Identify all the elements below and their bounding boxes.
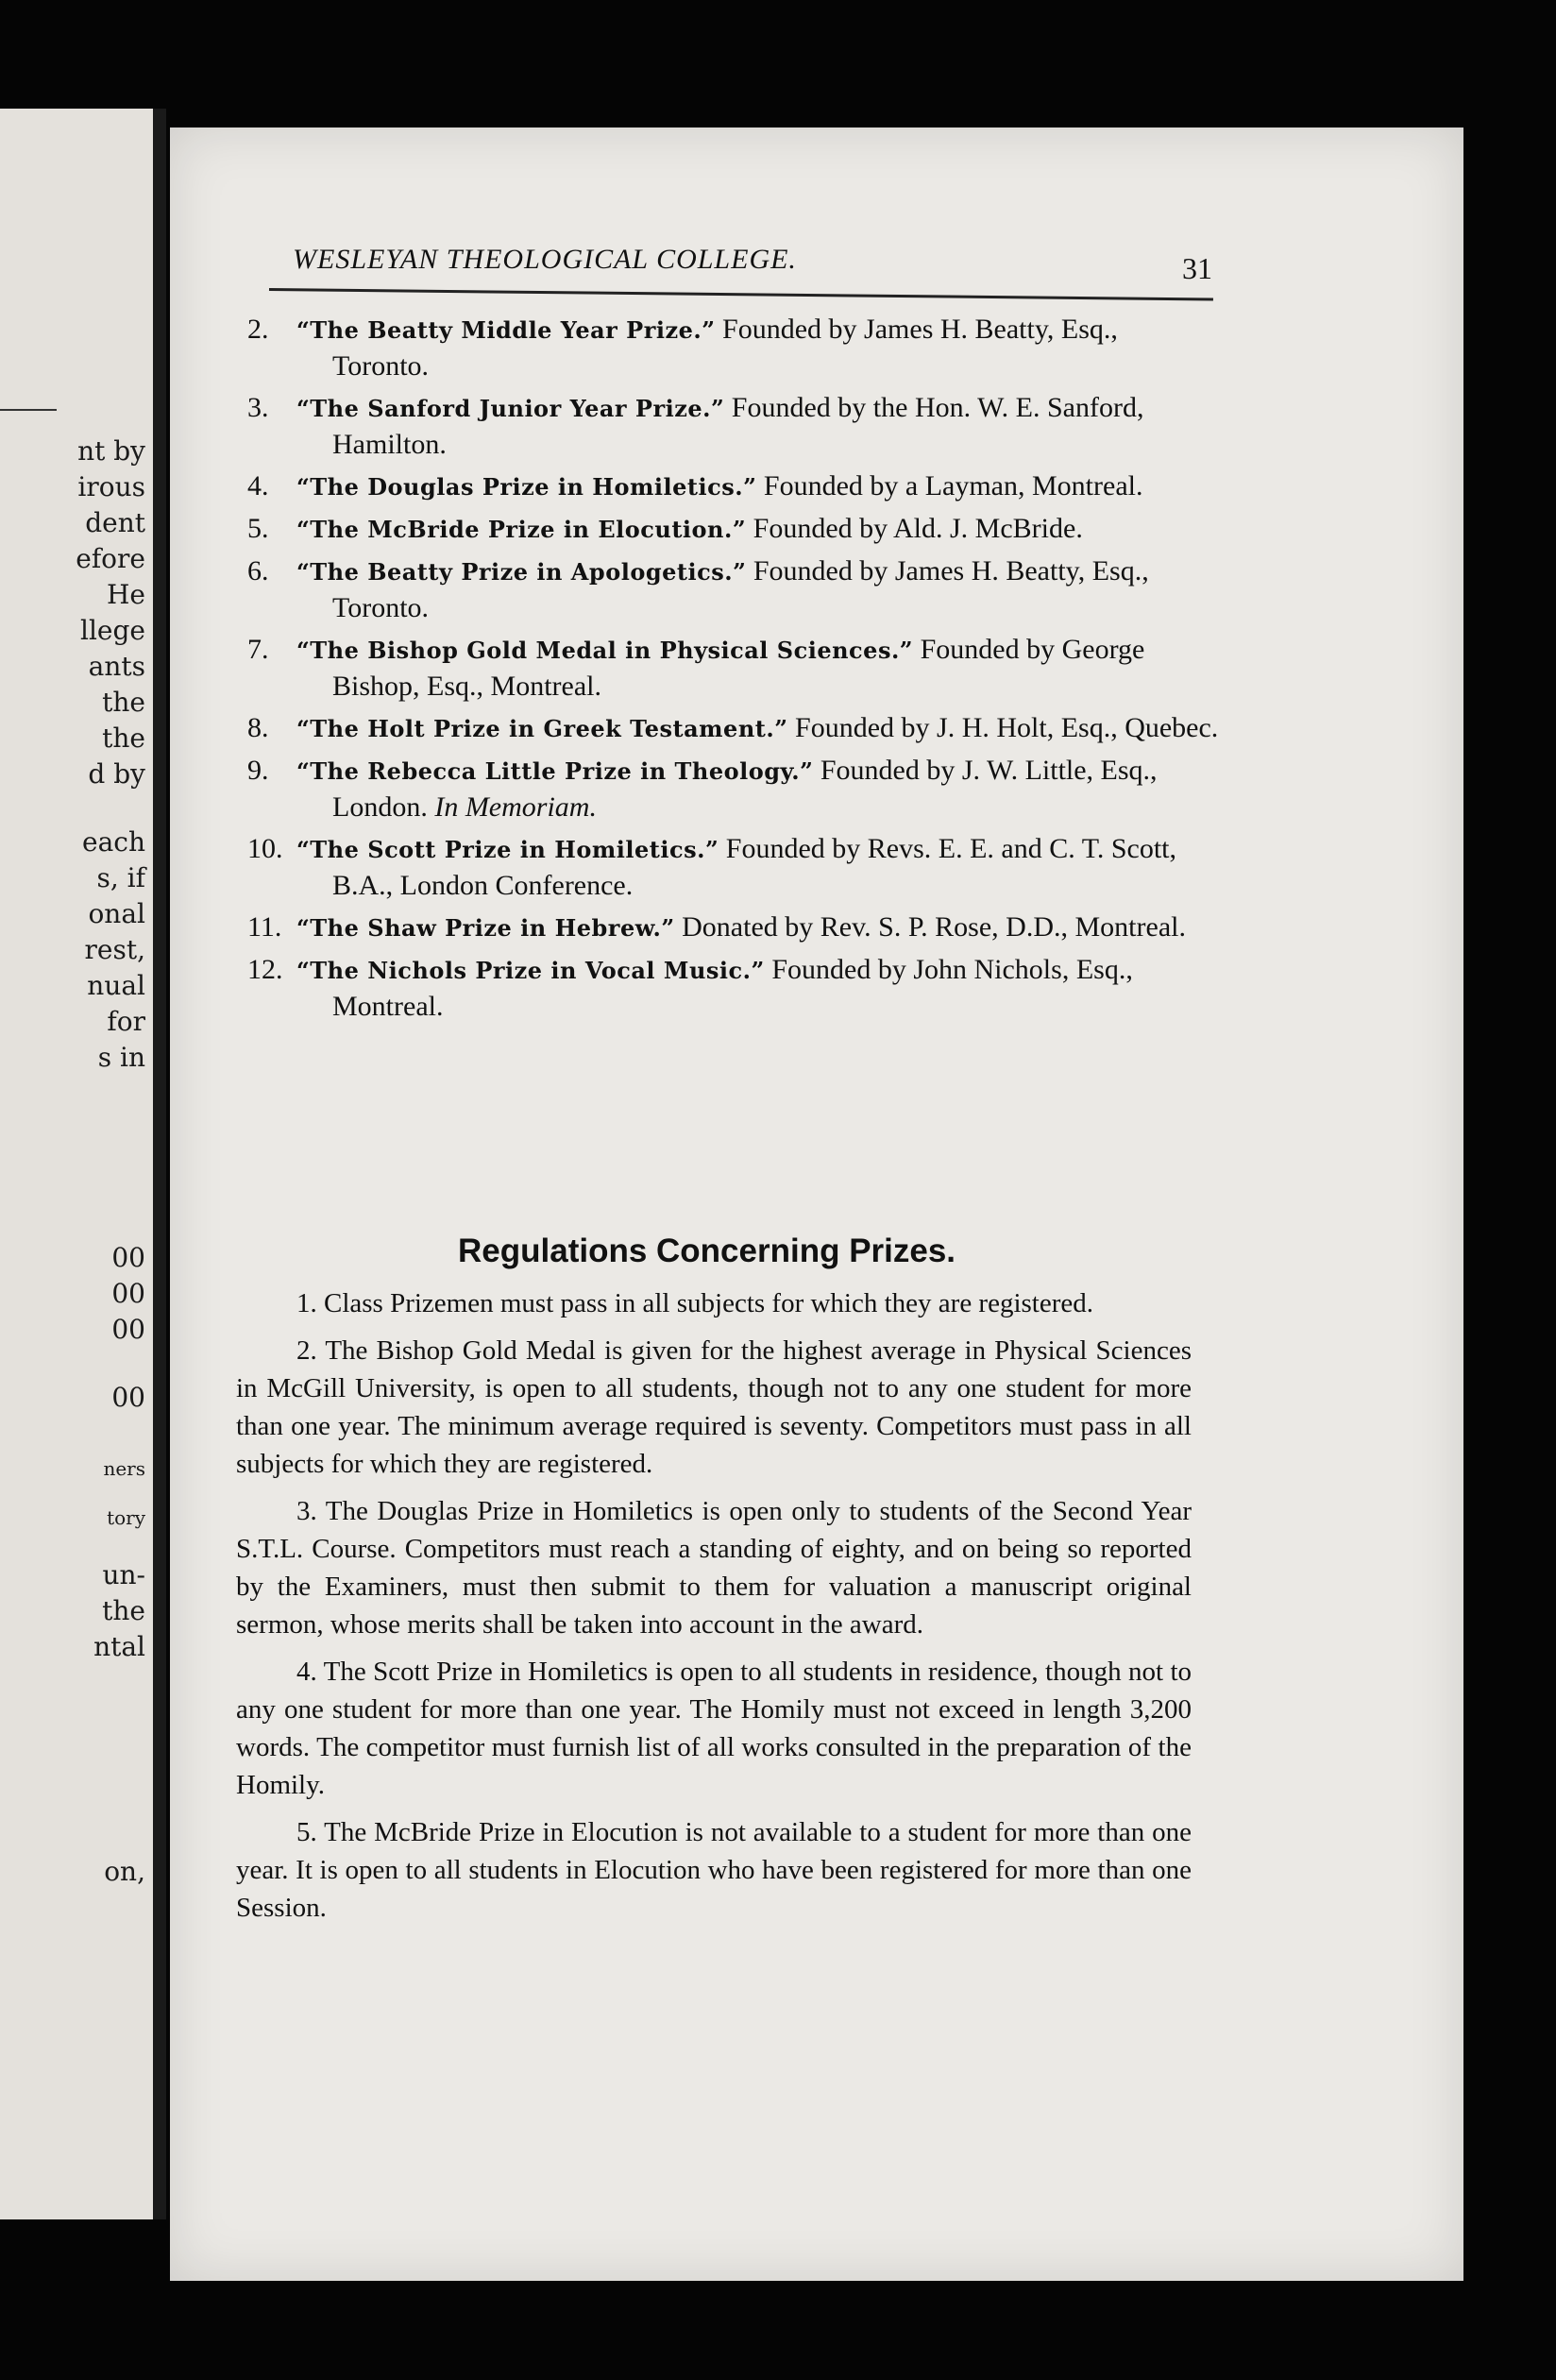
left-text-fragment: s, if bbox=[96, 862, 145, 893]
prize-number: 3. bbox=[247, 392, 269, 423]
left-text-fragment: 00 bbox=[111, 1278, 145, 1309]
prize-title: “The Scott Prize in Homiletics.” bbox=[296, 836, 719, 863]
left-text-fragment: the bbox=[102, 1595, 145, 1626]
left-page-rule bbox=[0, 409, 57, 411]
prize-number: 12. bbox=[247, 954, 283, 985]
prize-number: 8. bbox=[247, 712, 269, 743]
left-text-fragment: nual bbox=[87, 970, 145, 1001]
prize-title: “The Shaw Prize in Hebrew.” bbox=[296, 914, 675, 942]
prize-number: 6. bbox=[247, 555, 269, 586]
prize-memo: In Memoriam. bbox=[434, 791, 597, 823]
prize-number: 10. bbox=[247, 833, 283, 864]
left-text-fragment: nt by bbox=[77, 435, 145, 467]
left-text-fragment: 00 bbox=[111, 1242, 145, 1273]
prize-item bbox=[247, 553, 1220, 626]
running-head: WESLEYAN THEOLOGICAL COLLEGE. bbox=[293, 244, 797, 275]
left-text-fragment: onal bbox=[88, 898, 145, 929]
regulations-heading: Regulations Concerning Prizes. bbox=[458, 1232, 956, 1269]
prize-founder: Founded by J. W. Little, Esq., London. bbox=[332, 755, 1158, 823]
prize-number: 9. bbox=[247, 755, 269, 786]
prize-title: “The Beatty Middle Year Prize.” bbox=[296, 316, 716, 344]
prize-item bbox=[247, 831, 1220, 904]
prize-item bbox=[247, 312, 1220, 384]
left-text-fragment: llege bbox=[80, 615, 145, 646]
prize-founder: Donated by Rev. S. P. Rose, D.D., Montreal. bbox=[674, 911, 1186, 943]
prize-founder: Founded by James H. Beatty, Esq., Toronto. bbox=[332, 555, 1149, 623]
prize-item bbox=[247, 952, 1220, 1025]
regulation-paragraph: 1. Class Prizemen must pass in all subjects for which they are registered. bbox=[296, 1288, 1094, 1318]
regulation-paragraph: 2. The Bishop Gold Medal is given for the highest average in Physical Sciences in McGill University, is open to all students, though not to any one student for more than one year. The minimum average required is seventy. Competitors must pass in all subjects for which they are registered. bbox=[236, 1335, 1192, 1479]
prize-title: “The Douglas Prize in Homiletics.” bbox=[296, 473, 757, 501]
regulation-paragraph: 5. The McBride Prize in Elocution is not available to a student for more than one year. It is open to all students in Elocution who have been registered for more than one Session. bbox=[236, 1817, 1192, 1923]
prize-founder: Founded by Revs. E. E. and C. T. Scott, B.A., London Conference. bbox=[332, 833, 1176, 901]
left-text-fragment: irous bbox=[77, 471, 145, 502]
left-text-fragment: s in bbox=[97, 1042, 145, 1073]
prize-founder: Founded by a Layman, Montreal. bbox=[756, 470, 1143, 502]
prize-title: “The Nichols Prize in Vocal Music.” bbox=[296, 957, 765, 984]
left-text-fragment: each bbox=[82, 826, 145, 858]
prize-number: 5. bbox=[247, 513, 269, 544]
prize-number: 2. bbox=[247, 314, 269, 345]
left-text-fragment: ants bbox=[88, 651, 145, 682]
prize-item bbox=[247, 511, 1220, 548]
left-text-fragment: 00 bbox=[111, 1382, 145, 1413]
left-page-fragment bbox=[0, 109, 166, 2219]
prize-item bbox=[247, 468, 1220, 505]
prize-founder: Founded by the Hon. W. E. Sanford, Hamilton. bbox=[332, 392, 1144, 460]
left-text-fragment: rest, bbox=[84, 934, 145, 965]
left-text-fragment: for bbox=[107, 1006, 145, 1037]
left-text-fragment: on, bbox=[104, 1856, 145, 1887]
prize-founder: Founded by J. H. Holt, Esq., Quebec. bbox=[787, 712, 1219, 743]
left-text-fragment: un- bbox=[102, 1559, 145, 1590]
regulation-paragraph: 3. The Douglas Prize in Homiletics is open only to students of the Second Year S.T.L. Course. Competitors must reach a standing of eighty, and on being so reported by the Examiners, must then submit to them for valuation a manuscript original sermon, whose merits shall be taken into account in the award. bbox=[236, 1496, 1192, 1640]
prize-list bbox=[247, 312, 1220, 1030]
prize-founder: Founded by Ald. J. McBride. bbox=[746, 513, 1083, 544]
left-text-fragment: ners bbox=[103, 1457, 145, 1480]
left-text-fragment: 00 bbox=[111, 1314, 145, 1345]
regulations-list bbox=[236, 1284, 1192, 1936]
left-text-fragment: the bbox=[102, 687, 145, 718]
prize-founder: Founded by James H. Beatty, Esq., Toronto. bbox=[332, 314, 1118, 382]
prize-title: “The Holt Prize in Greek Testament.” bbox=[296, 715, 788, 742]
prize-number: 4. bbox=[247, 470, 269, 502]
left-text-fragment: the bbox=[102, 722, 145, 754]
regulation-paragraph: 4. The Scott Prize in Homiletics is open to all students in residence, though not to any one student for more than one year. The Homily must not exceed in length 3,200 words. The competitor must furnish list of all works consulted in the preparation of the Homily. bbox=[236, 1657, 1192, 1800]
page-number: 31 bbox=[1182, 251, 1212, 285]
prize-founder: Founded by John Nichols, Esq., Montreal. bbox=[332, 954, 1133, 1022]
prize-number: 7. bbox=[247, 634, 269, 665]
prize-title: “The Sanford Junior Year Prize.” bbox=[296, 395, 725, 422]
prize-title: “The Rebecca Little Prize in Theology.” bbox=[296, 757, 814, 785]
prize-number: 11. bbox=[247, 911, 282, 943]
prize-item bbox=[247, 632, 1220, 705]
prize-title: “The McBride Prize in Elocution.” bbox=[296, 516, 747, 543]
left-text-fragment: dent bbox=[85, 507, 145, 538]
prize-founder: Founded by George Bishop, Esq., Montreal. bbox=[332, 634, 1145, 702]
prize-item bbox=[247, 710, 1220, 747]
left-text-fragment: d by bbox=[88, 758, 145, 790]
prize-item bbox=[247, 910, 1220, 946]
prize-item bbox=[247, 390, 1220, 463]
prize-title: “The Beatty Prize in Apologetics.” bbox=[296, 558, 747, 586]
left-text-fragment: He bbox=[107, 579, 145, 610]
left-text-fragment: efore bbox=[76, 543, 145, 574]
left-text-fragment: ntal bbox=[93, 1631, 145, 1662]
prize-item bbox=[247, 753, 1220, 825]
left-text-fragment: tory bbox=[107, 1506, 145, 1529]
prize-title: “The Bishop Gold Medal in Physical Sciences.” bbox=[296, 637, 914, 664]
